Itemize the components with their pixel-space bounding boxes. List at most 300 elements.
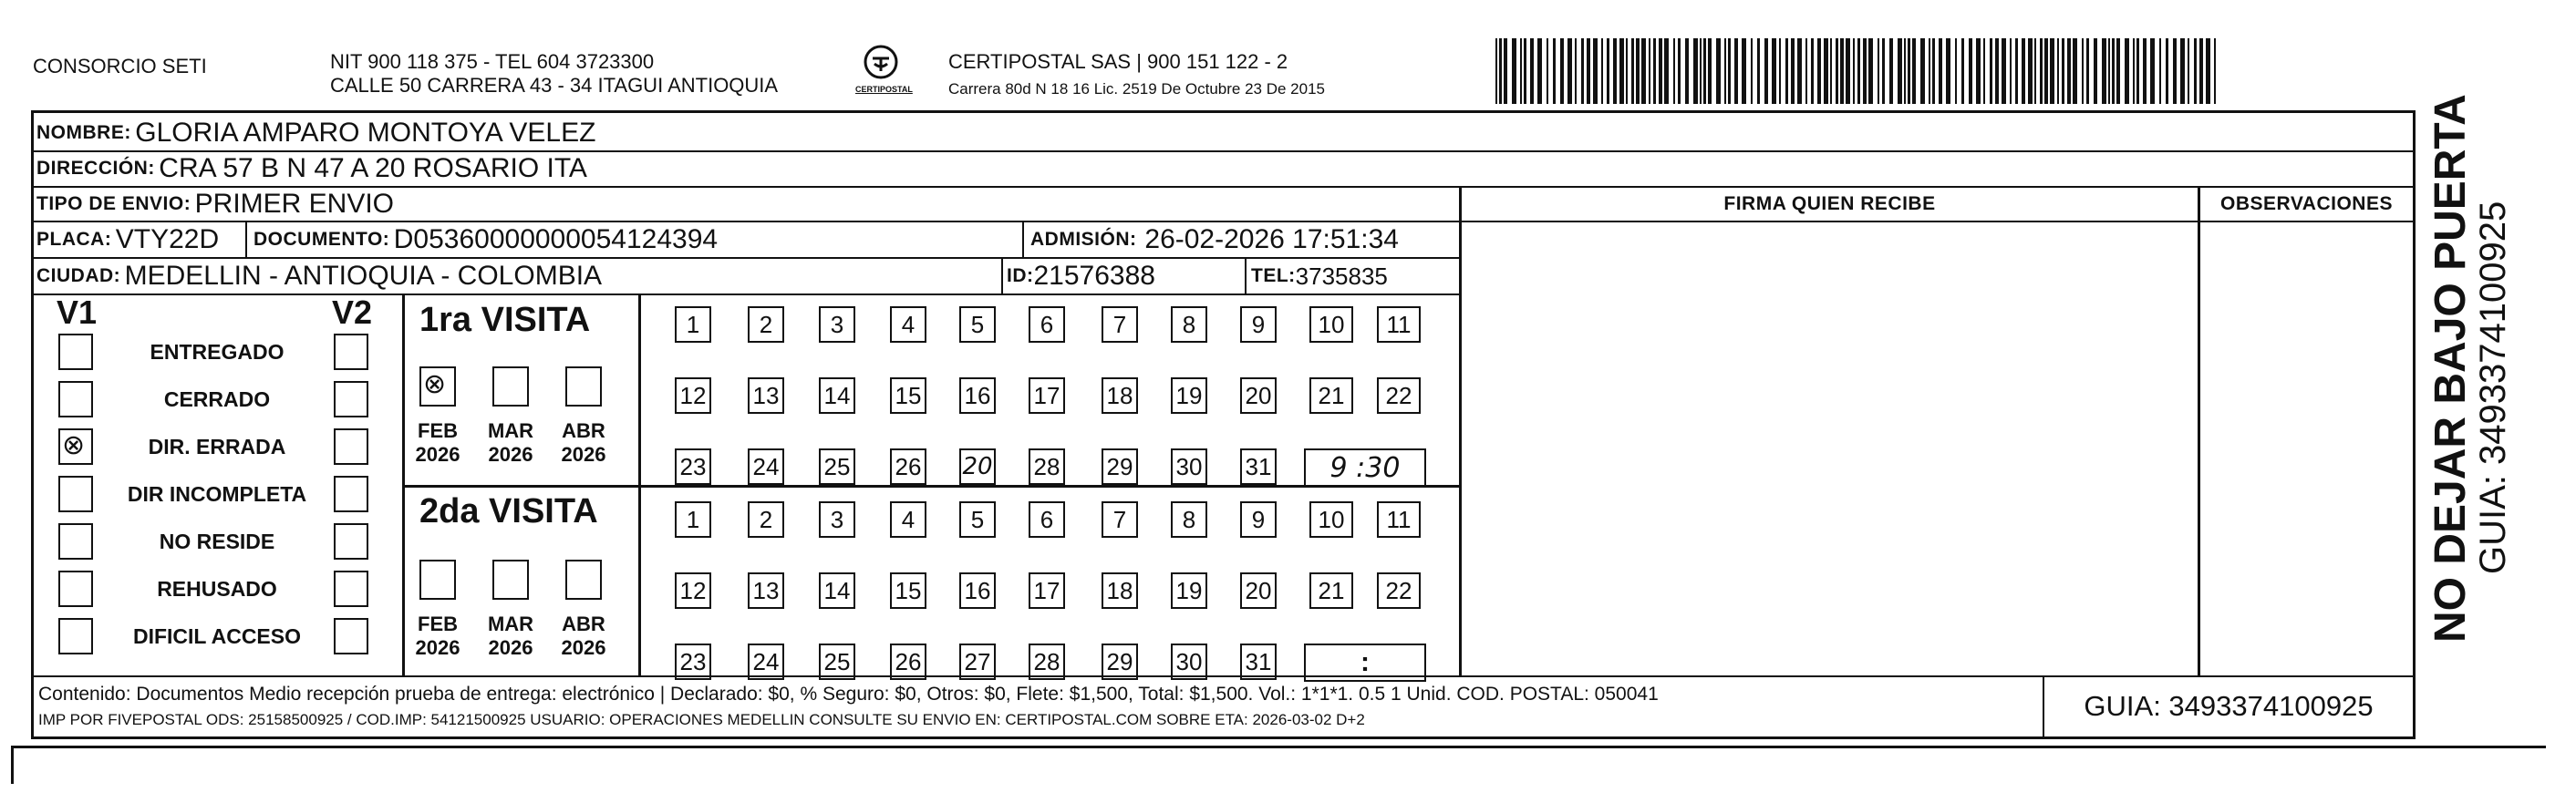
day-checkbox[interactable] xyxy=(1309,306,1353,343)
day-number: 23 xyxy=(679,452,707,480)
day-checkbox[interactable] xyxy=(1171,377,1207,414)
barcode-bar xyxy=(1853,38,1855,104)
day-number: 28 xyxy=(1033,452,1060,480)
barcode-bar xyxy=(1631,38,1634,104)
day-number: 15 xyxy=(895,381,922,409)
day-number: 5 xyxy=(970,505,985,533)
barcode-bar xyxy=(1797,38,1802,104)
day-checkbox[interactable] xyxy=(748,377,784,414)
barcode-bar xyxy=(2166,38,2168,104)
day-number: 17 xyxy=(1033,576,1060,604)
day-checkbox[interactable] xyxy=(1309,501,1353,538)
barcode-bar xyxy=(2143,38,2147,104)
day-checkbox[interactable] xyxy=(675,644,711,680)
day-checkbox[interactable] xyxy=(1029,306,1065,343)
nombre-row xyxy=(36,116,595,150)
v1-checkbox[interactable] xyxy=(58,571,93,607)
barcode-bar xyxy=(1840,38,1844,104)
month-checkbox[interactable] xyxy=(492,366,529,407)
barcode-bar xyxy=(2040,38,2043,104)
day-checkbox[interactable] xyxy=(1171,306,1207,343)
form-left-border xyxy=(31,110,34,739)
placa-label: PLACA: xyxy=(36,229,112,250)
day-number: 30 xyxy=(1175,452,1203,480)
month-label xyxy=(553,613,615,660)
v1-checkbox[interactable] xyxy=(58,381,93,417)
day-checkbox[interactable] xyxy=(1377,501,1421,538)
placa-cell xyxy=(36,222,219,257)
month-name: MAR xyxy=(487,613,534,635)
day-checkbox[interactable] xyxy=(890,306,926,343)
day-checkbox[interactable] xyxy=(1171,448,1207,485)
v2-checkbox[interactable] xyxy=(334,571,368,607)
tel-cell xyxy=(1251,259,1388,294)
barcode-bar xyxy=(1700,38,1702,104)
day-checkbox[interactable] xyxy=(1171,501,1207,538)
day-checkbox[interactable] xyxy=(1377,306,1421,343)
visit1-mid-line xyxy=(638,295,641,485)
barcode-bar xyxy=(1728,38,1731,104)
day-number: 9 xyxy=(1251,505,1266,533)
day-checkbox[interactable] xyxy=(1377,572,1421,609)
barcode-bar xyxy=(2010,38,2012,104)
nombre-label: NOMBRE: xyxy=(36,122,131,143)
month-checkbox[interactable] xyxy=(565,366,602,407)
day-number: 23 xyxy=(679,647,707,675)
day-checkbox[interactable] xyxy=(675,306,711,343)
day-checkbox[interactable] xyxy=(1029,501,1065,538)
month-label xyxy=(480,419,542,467)
tipo-row xyxy=(36,187,394,221)
barcode-bar xyxy=(1772,38,1776,104)
day-checkbox[interactable] xyxy=(1171,644,1207,680)
month-name: ABR xyxy=(562,613,605,635)
v1-label: V1 xyxy=(57,294,98,331)
day-checkbox[interactable] xyxy=(819,306,855,343)
status-option-label: REHUSADO xyxy=(157,577,277,601)
ciudad-label: CIUDAD: xyxy=(36,265,121,286)
barcode-bar xyxy=(1898,38,1902,104)
day-checkbox[interactable] xyxy=(1240,644,1277,680)
month-name: ABR xyxy=(562,419,605,442)
barcode-bar xyxy=(1664,38,1669,104)
barcode-bar xyxy=(1939,38,1942,104)
page-left-tick xyxy=(11,747,14,784)
day-checkbox[interactable] xyxy=(1102,448,1138,485)
day-checkbox[interactable] xyxy=(1171,572,1207,609)
barcode-bar xyxy=(1703,38,1706,104)
side-warning: NO DEJAR BAJO PUERTA xyxy=(2426,94,2475,643)
barcode-bar xyxy=(1685,38,1689,104)
v1-checkbox[interactable] xyxy=(58,476,93,512)
status-option-label: DIFICIL ACCESO xyxy=(132,624,301,648)
day-checkbox[interactable] xyxy=(1029,572,1065,609)
day-number: 21 xyxy=(1318,576,1345,604)
barcode-bar xyxy=(2086,38,2089,104)
documento-value: D05360000000054124394 xyxy=(393,224,719,254)
day-number: 24 xyxy=(752,452,780,480)
tipo-value: PRIMER ENVIO xyxy=(194,189,395,219)
day-checkbox[interactable] xyxy=(1240,572,1277,609)
day-checkbox[interactable] xyxy=(1240,501,1277,538)
v1-checkbox[interactable] xyxy=(58,523,93,560)
day-checkbox[interactable] xyxy=(1309,377,1353,414)
barcode-bar xyxy=(1530,38,1534,104)
observaciones-label: OBSERVACIONES xyxy=(2220,193,2393,214)
tel-value: 3735835 xyxy=(1295,262,1388,290)
day-checkbox[interactable] xyxy=(748,448,784,485)
barcode-bar xyxy=(2214,38,2216,104)
direccion-row xyxy=(36,151,587,186)
barcode-bar xyxy=(2133,38,2135,104)
company-line: CERTIPOSTAL SAS | 900 151 122 - 2 xyxy=(948,50,1288,73)
barcode-bar xyxy=(2188,38,2189,104)
barcode-bar xyxy=(1575,38,1577,104)
logo-caption: CERTIPOSTAL xyxy=(855,85,913,94)
barcode-bar xyxy=(1846,38,1850,104)
barcode-bar xyxy=(1601,38,1603,104)
month-checkbox[interactable] xyxy=(565,560,602,600)
day-checkbox[interactable] xyxy=(959,644,996,680)
month-checkbox[interactable] xyxy=(419,560,456,600)
barcode-bar xyxy=(2082,38,2084,104)
day-number: 2 xyxy=(759,505,773,533)
barcode-bar xyxy=(1969,38,1972,104)
time-field[interactable] xyxy=(1304,644,1426,682)
day-checkbox[interactable] xyxy=(890,572,926,609)
day-number: 4 xyxy=(901,505,916,533)
day-number: 20 xyxy=(1245,381,1272,409)
barcode-bar xyxy=(1708,38,1712,104)
day-checkbox[interactable] xyxy=(1309,572,1353,609)
barcode-bar xyxy=(2173,38,2177,104)
barcode-bar xyxy=(2094,38,2097,104)
day-number: 14 xyxy=(823,381,851,409)
id-cell xyxy=(1007,259,1155,294)
barcode-image xyxy=(1495,38,2225,104)
day-number: 6 xyxy=(1040,310,1054,338)
barcode-bar xyxy=(1547,38,1548,104)
day-number: 18 xyxy=(1106,576,1133,604)
barcode-bar xyxy=(1805,38,1807,104)
barcode-bar xyxy=(1636,38,1640,104)
day-number: 24 xyxy=(752,647,780,675)
day-checkbox[interactable] xyxy=(959,501,996,538)
barcode-bar xyxy=(1920,38,1925,104)
time-value: 9 :30 xyxy=(1329,451,1401,484)
barcode-bar xyxy=(1961,38,1964,104)
consortium-name: CONSORCIO SETI xyxy=(33,55,207,77)
barcode-bar xyxy=(1641,38,1646,104)
v1-checkbox[interactable] xyxy=(58,618,93,654)
v2-checkbox[interactable] xyxy=(334,381,368,417)
barcode-bar xyxy=(1593,38,1598,104)
day-checkbox[interactable] xyxy=(819,448,855,485)
day-checkbox[interactable] xyxy=(675,448,711,485)
day-number: 22 xyxy=(1385,576,1412,604)
day-checkbox[interactable] xyxy=(819,572,855,609)
barcode-bar xyxy=(1742,38,1746,104)
day-checkbox[interactable] xyxy=(1102,306,1138,343)
day-checkbox[interactable] xyxy=(890,501,926,538)
observations-col-line xyxy=(2198,186,2200,676)
form-top-border xyxy=(31,110,2415,113)
day-number: 8 xyxy=(1182,310,1196,338)
day-checkbox[interactable] xyxy=(1029,448,1065,485)
barcode-bar xyxy=(1955,38,1957,104)
col-line xyxy=(1245,259,1247,295)
barcode-bar xyxy=(2199,38,2203,104)
day-number: 1 xyxy=(686,310,700,338)
barcode-bar xyxy=(2022,38,2025,104)
barcode-bar xyxy=(1512,38,1516,104)
day-checkbox[interactable] xyxy=(1029,377,1065,414)
day-checkbox[interactable] xyxy=(1102,644,1138,680)
month-name: MAR xyxy=(487,419,534,442)
day-number: 25 xyxy=(823,647,851,675)
day-number: 10 xyxy=(1318,505,1345,533)
barcode-bar xyxy=(1946,38,1950,104)
handwritten-day: 20 xyxy=(962,453,993,480)
observaciones-header xyxy=(2200,187,2413,221)
barcode-bar xyxy=(1524,38,1526,104)
barcode-bar xyxy=(1499,38,1502,104)
month-year: 2026 xyxy=(488,443,533,466)
side-guia: GUIA: 3493374100925 xyxy=(2473,201,2513,574)
visit-divider-line xyxy=(402,485,1459,488)
day-checkbox[interactable] xyxy=(959,306,996,343)
barcode-bar xyxy=(2159,38,2161,104)
barcode-bar xyxy=(1976,38,1981,104)
barcode-bar xyxy=(2073,38,2077,104)
barcode-bar xyxy=(1889,38,1893,104)
checkmark-icon: ⊗ xyxy=(423,368,447,400)
v2-checkbox[interactable] xyxy=(334,476,368,512)
barcode-bar xyxy=(2057,38,2059,104)
direccion-label: DIRECCIÓN: xyxy=(36,158,155,179)
barcode-bar xyxy=(2062,38,2064,104)
day-number: 26 xyxy=(895,452,922,480)
day-number: 19 xyxy=(1175,381,1203,409)
barcode-bar xyxy=(1626,38,1628,104)
v2-checkbox[interactable] xyxy=(334,523,368,560)
day-number: 9 xyxy=(1251,310,1266,338)
footer-print-line: IMP POR FIVEPOSTAL ODS: 25158500925 / COD.IMP: 54121500925 USUARIO: OPERACIONES MEDELLIN CONSULTE SU ENVIO EN: CERTIPOSTAL.COM SOBRE ETA: 2026-03-02 D+2 xyxy=(38,711,1365,728)
id-value: 21576388 xyxy=(1033,261,1155,291)
barcode-bar xyxy=(1607,38,1609,104)
barcode-bar xyxy=(1857,38,1860,104)
day-number: 4 xyxy=(901,310,916,338)
barcode-bar xyxy=(1878,38,1879,104)
day-checkbox[interactable] xyxy=(675,377,711,414)
barcode-bar xyxy=(1785,38,1788,104)
day-checkbox[interactable] xyxy=(819,644,855,680)
v2-label: V2 xyxy=(332,294,373,331)
barcode-bar xyxy=(1817,38,1821,104)
day-checkbox[interactable] xyxy=(1240,377,1277,414)
day-number: 11 xyxy=(1386,310,1412,338)
month-checkbox[interactable] xyxy=(419,366,456,407)
day-number: 5 xyxy=(970,310,985,338)
day-number: 3 xyxy=(830,310,844,338)
barcode-bar xyxy=(1734,38,1738,104)
barcode-bar xyxy=(1751,38,1753,104)
status-option-label: CERRADO xyxy=(163,387,271,411)
day-checkbox[interactable] xyxy=(748,572,784,609)
day-number: 13 xyxy=(752,381,780,409)
visit2-mid-line xyxy=(638,487,641,675)
day-number: 21 xyxy=(1318,381,1345,409)
ciudad-cell xyxy=(36,259,602,294)
footer-content-line: Contenido: Documentos Medio recepción prueba de entrega: electrónico | Declarado: $0, % Seguro: $0, Otros: $0, Flete: $1,500, Total: $1,500. Vol.: 1*1*1. 0.5 1 Unid. COD. POSTAL: 050041 xyxy=(38,684,1659,705)
barcode-bar xyxy=(1764,38,1768,104)
status-option-label: ENTREGADO xyxy=(150,340,284,364)
day-checkbox[interactable] xyxy=(890,644,926,680)
barcode-bar xyxy=(2136,38,2139,104)
month-checkbox[interactable] xyxy=(492,560,529,600)
barcode-bar xyxy=(2067,38,2071,104)
barcode-bar xyxy=(1649,38,1650,104)
day-number: 31 xyxy=(1245,647,1272,675)
barcode-bar xyxy=(1587,38,1590,104)
barcode-bar xyxy=(1983,38,1985,104)
barcode-bar xyxy=(1791,38,1795,104)
month-label xyxy=(407,419,469,467)
barcode-bar xyxy=(1520,38,1522,104)
day-number: 3 xyxy=(830,505,844,533)
barcode-bar xyxy=(1716,38,1721,104)
month-label xyxy=(480,613,542,660)
month-label xyxy=(407,613,469,660)
barcode-bar xyxy=(1504,38,1507,104)
day-number: 19 xyxy=(1175,576,1203,604)
barcode-bar xyxy=(2180,38,2185,104)
day-checkbox[interactable] xyxy=(1240,448,1277,485)
form-right-border xyxy=(2413,110,2416,739)
month-name: FEB xyxy=(418,613,458,635)
barcode-bar xyxy=(1912,38,1916,104)
v2-checkbox[interactable] xyxy=(334,618,368,654)
day-checkbox[interactable] xyxy=(675,572,711,609)
col-line xyxy=(1022,222,1024,259)
day-checkbox[interactable] xyxy=(890,377,926,414)
v2-checkbox[interactable] xyxy=(334,428,368,465)
day-number: 18 xyxy=(1106,381,1133,409)
status-option-label: DIR. ERRADA xyxy=(148,435,286,458)
documento-cell xyxy=(253,222,718,257)
address-line: CALLE 50 CARRERA 43 - 34 ITAGUI ANTIOQUIA xyxy=(330,74,779,97)
day-checkbox[interactable] xyxy=(748,306,784,343)
v2-checkbox[interactable] xyxy=(334,334,368,370)
placa-value: VTY22D xyxy=(115,224,220,254)
signature-col-line xyxy=(1459,186,1462,676)
barcode-bar xyxy=(2108,38,2110,104)
day-number: 29 xyxy=(1106,647,1133,675)
barcode-bar xyxy=(2102,38,2106,104)
v1-checkbox[interactable] xyxy=(58,428,93,465)
day-number: 11 xyxy=(1386,505,1412,533)
day-number: 17 xyxy=(1033,381,1060,409)
barcode-bar xyxy=(1811,38,1814,104)
barcode-bar xyxy=(2116,38,2120,104)
visit1-left-line xyxy=(402,295,405,485)
time-value: : xyxy=(1360,647,1370,677)
day-number: 20 xyxy=(1245,576,1272,604)
barcode-bar xyxy=(1904,38,1906,104)
month-label xyxy=(553,419,615,467)
day-number: 12 xyxy=(679,576,707,604)
barcode-bar xyxy=(1995,38,1999,104)
day-number: 13 xyxy=(752,576,780,604)
barcode-bar xyxy=(2028,38,2033,104)
barcode-bar xyxy=(1537,38,1542,104)
barcode-bar xyxy=(1724,38,1726,104)
page-bottom-line xyxy=(11,746,2546,748)
day-number: 31 xyxy=(1245,452,1272,480)
barcode-bar xyxy=(1932,38,1935,104)
day-checkbox[interactable] xyxy=(819,377,855,414)
barcode-bar xyxy=(2015,38,2018,104)
day-checkbox[interactable] xyxy=(1102,572,1138,609)
barcode-bar xyxy=(1824,38,1828,104)
day-checkbox[interactable] xyxy=(748,644,784,680)
day-checkbox[interactable] xyxy=(890,448,926,485)
footer-guia: GUIA: 3493374100925 xyxy=(2084,690,2374,722)
id-label: ID: xyxy=(1007,265,1034,286)
barcode-bar xyxy=(1908,38,1910,104)
day-checkbox[interactable] xyxy=(819,501,855,538)
time-field[interactable] xyxy=(1304,448,1426,487)
day-checkbox[interactable] xyxy=(748,501,784,538)
day-checkbox[interactable] xyxy=(1029,644,1065,680)
day-number: 28 xyxy=(1033,647,1060,675)
barcode-bar xyxy=(2044,38,2048,104)
nit-line: NIT 900 118 375 - TEL 604 3723300 xyxy=(330,50,655,73)
day-checkbox[interactable] xyxy=(1102,377,1138,414)
tel-label: TEL: xyxy=(1251,265,1296,286)
day-checkbox[interactable] xyxy=(675,501,711,538)
barcode-bar xyxy=(1990,38,1992,104)
license-line: Carrera 80d N 18 16 Lic. 2519 De Octubre 23 De 2015 xyxy=(948,80,1325,98)
direccion-value: CRA 57 B N 47 A 20 ROSARIO ITA xyxy=(159,153,587,183)
barcode-bar xyxy=(2002,38,2006,104)
checkmark-icon: ⊗ xyxy=(62,429,86,461)
v1-checkbox[interactable] xyxy=(58,334,93,370)
day-checkbox[interactable] xyxy=(1240,306,1277,343)
day-checkbox[interactable] xyxy=(1102,501,1138,538)
day-number: 16 xyxy=(964,381,991,409)
barcode-bar xyxy=(1653,38,1656,104)
barcode-bar xyxy=(1693,38,1698,104)
month-year: 2026 xyxy=(561,636,606,659)
day-number: 27 xyxy=(964,647,991,675)
barcode-bar xyxy=(1830,38,1832,104)
day-checkbox[interactable] xyxy=(959,377,996,414)
day-checkbox[interactable] xyxy=(959,448,996,485)
day-checkbox[interactable] xyxy=(1377,377,1421,414)
barcode-bar xyxy=(1929,38,1930,104)
day-number: 15 xyxy=(895,576,922,604)
barcode-bar xyxy=(1495,38,1497,104)
barcode-bar xyxy=(1659,38,1662,104)
day-checkbox[interactable] xyxy=(959,572,996,609)
admision-cell xyxy=(1030,222,1399,257)
barcode-bar xyxy=(1560,38,1564,104)
day-number: 1 xyxy=(686,505,700,533)
certipostal-logo xyxy=(855,44,913,94)
day-number: 29 xyxy=(1106,452,1133,480)
form-bottom-border xyxy=(31,736,2415,739)
